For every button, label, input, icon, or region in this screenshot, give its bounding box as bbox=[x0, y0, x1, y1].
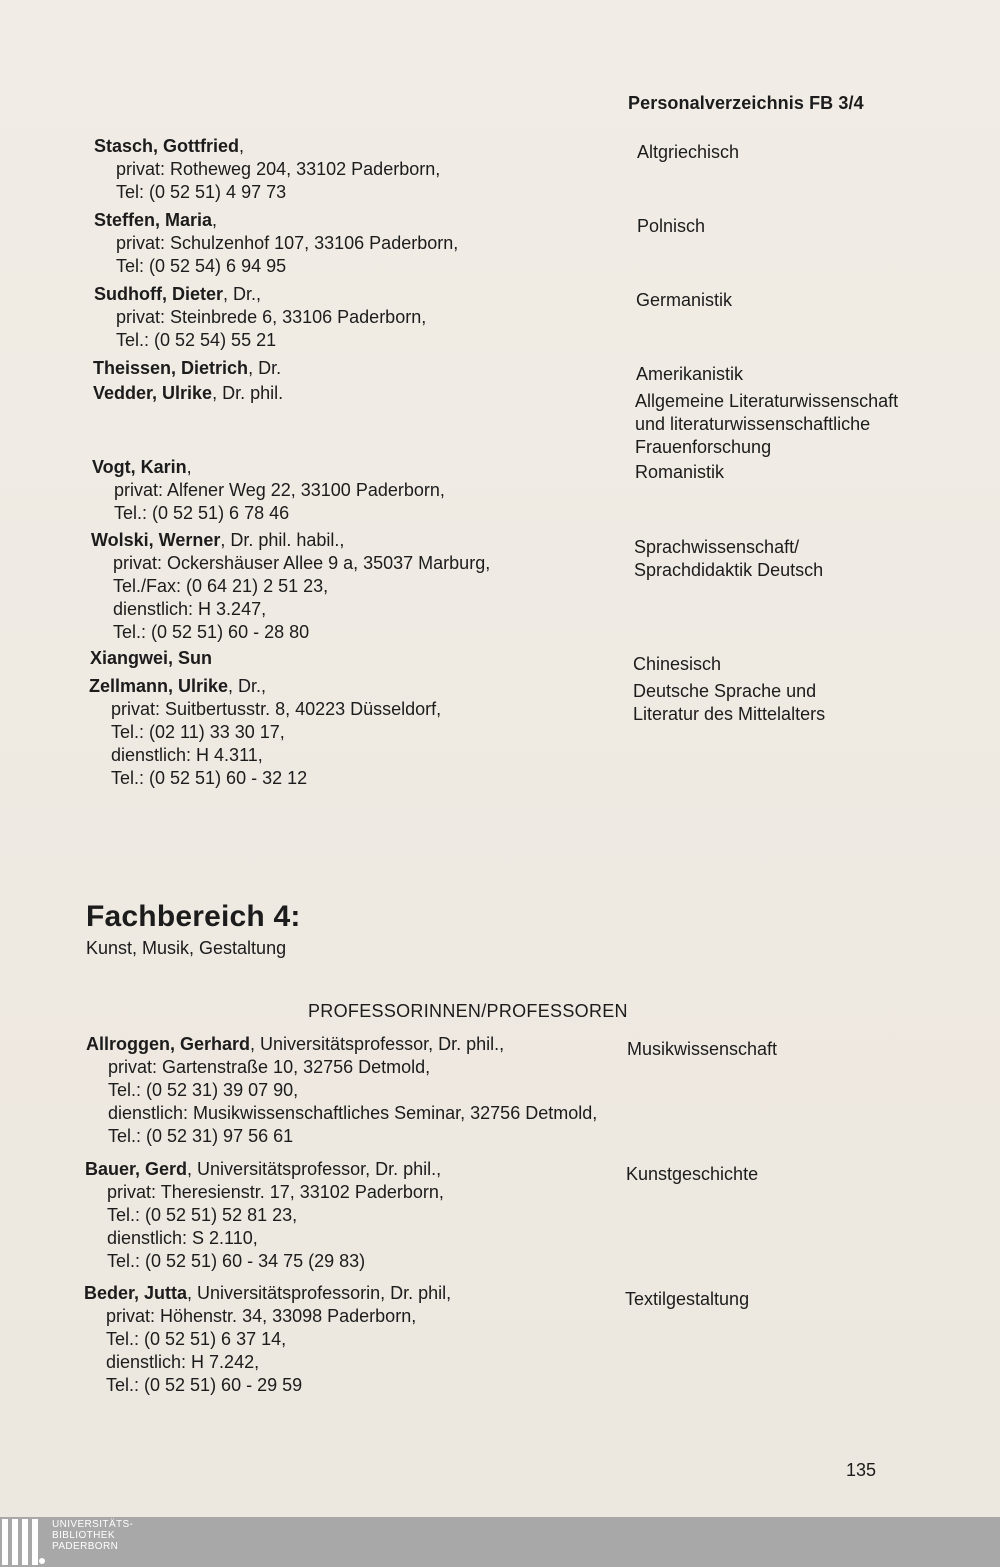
contact-line: privat: Gartenstraße 10, 32756 Detmold, bbox=[108, 1057, 431, 1077]
person-entry bbox=[93, 382, 283, 405]
subject-line: Allgemeine Literaturwissenschaft bbox=[635, 391, 899, 411]
person-name: Stasch, Gottfried bbox=[94, 136, 240, 156]
person-entry bbox=[85, 1158, 444, 1273]
contact-line: Tel: (0 52 51) 4 97 73 bbox=[116, 182, 287, 202]
subject-area bbox=[635, 390, 898, 459]
person-name: Allroggen, Gerhard bbox=[86, 1034, 251, 1054]
contact-line: Tel.: (0 52 51) 6 37 14, bbox=[106, 1329, 287, 1349]
contact-line: privat: Suitbertusstr. 8, 40223 Düsseldorf, bbox=[111, 699, 442, 719]
person-title: , Dr. phil. habil., bbox=[220, 530, 345, 550]
person-entry bbox=[86, 1033, 597, 1148]
contact-line: Tel.: (0 52 31) 97 56 61 bbox=[108, 1126, 294, 1146]
group-heading: PROFESSORINNEN/PROFESSOREN bbox=[308, 1001, 628, 1021]
subject-area bbox=[633, 680, 825, 726]
person-entry bbox=[92, 456, 445, 525]
person-title: , bbox=[212, 210, 218, 230]
contact-line: Tel.: (0 52 54) 55 21 bbox=[116, 330, 277, 350]
entry-heading-line bbox=[89, 675, 441, 698]
contact-line: Tel.: (0 52 51) 60 - 32 12 bbox=[111, 768, 308, 788]
contact-line: Tel.: (0 52 31) 39 07 90, bbox=[108, 1080, 299, 1100]
subject-line: Germanistik bbox=[636, 290, 733, 310]
person-title: , Dr., bbox=[223, 284, 262, 304]
contact-line: dienstlich: H 7.242, bbox=[106, 1352, 260, 1372]
entry-heading-line bbox=[85, 1158, 444, 1181]
person-name: Vogt, Karin bbox=[92, 457, 187, 477]
section-subtitle: Kunst, Musik, Gestaltung bbox=[86, 938, 287, 958]
person-entry bbox=[90, 647, 212, 670]
entry-heading-line bbox=[86, 1033, 597, 1056]
subject-line: Romanistik bbox=[635, 462, 725, 482]
contact-line: privat: Theresienstr. 17, 33102 Paderborn, bbox=[107, 1182, 444, 1202]
person-entry bbox=[94, 209, 458, 278]
contact-line: privat: Rotheweg 204, 33102 Paderborn, bbox=[116, 159, 441, 179]
subject-line: Sprachwissenschaft/ bbox=[634, 537, 800, 557]
entry-heading-line bbox=[94, 283, 426, 306]
person-name: Theissen, Dietrich bbox=[93, 358, 249, 378]
subject-area bbox=[633, 653, 721, 676]
contact-line: dienstlich: S 2.110, bbox=[107, 1228, 258, 1248]
footer-bar bbox=[0, 1517, 1000, 1567]
contact-line: privat: Alfener Weg 22, 33100 Paderborn, bbox=[114, 480, 445, 500]
entry-heading-line bbox=[94, 135, 440, 158]
contact-line: Tel.: (0 52 51) 60 - 29 59 bbox=[106, 1375, 303, 1395]
logo-line: UNIVERSITÄTS- bbox=[52, 1519, 134, 1530]
contact-line: Tel./Fax: (0 64 21) 2 51 23, bbox=[113, 576, 329, 596]
subject-line: Amerikanistik bbox=[636, 364, 744, 384]
library-logo-icon bbox=[2, 1519, 46, 1565]
subject-area bbox=[627, 1038, 777, 1061]
person-name: Steffen, Maria bbox=[94, 210, 213, 230]
subject-area bbox=[636, 289, 732, 312]
person-title: , bbox=[239, 136, 245, 156]
subject-line: Kunstgeschichte bbox=[626, 1164, 759, 1184]
contact-line: Tel.: (0 52 51) 6 78 46 bbox=[114, 503, 290, 523]
subject-line: Textilgestaltung bbox=[625, 1289, 750, 1309]
person-entry bbox=[91, 529, 490, 644]
person-name: Vedder, Ulrike bbox=[93, 383, 213, 403]
contact-line: Tel.: (02 11) 33 30 17, bbox=[111, 722, 285, 742]
person-entry bbox=[84, 1282, 451, 1397]
logo-line: PADERBORN bbox=[52, 1541, 119, 1552]
subject-area bbox=[636, 363, 743, 386]
person-title: , Dr. phil. bbox=[212, 383, 284, 403]
logo-line: BIBLIOTHEK bbox=[52, 1530, 115, 1541]
subject-area bbox=[625, 1288, 749, 1311]
contact-line: privat: Ockershäuser Allee 9 a, 35037 Marburg, bbox=[113, 553, 491, 573]
person-entry bbox=[93, 357, 281, 380]
person-entry bbox=[89, 675, 441, 790]
person-entry bbox=[94, 135, 440, 204]
entry-heading-line bbox=[90, 647, 212, 670]
subject-line: Literatur des Mittelalters bbox=[633, 704, 826, 724]
person-title: , Universitätsprofessor, Dr. phil., bbox=[250, 1034, 505, 1054]
contact-line: Tel.: (0 52 51) 60 - 28 80 bbox=[113, 622, 310, 642]
person-entry bbox=[94, 283, 426, 352]
subject-area bbox=[635, 461, 724, 484]
subject-line: Altgriechisch bbox=[637, 142, 740, 162]
subject-area bbox=[637, 141, 739, 164]
subject-line: Deutsche Sprache und bbox=[633, 681, 817, 701]
library-logo-text bbox=[52, 1519, 133, 1552]
section-title: Fachbereich 4: bbox=[86, 900, 301, 933]
person-title: , Universitätsprofessorin, Dr. phil, bbox=[187, 1283, 452, 1303]
person-name: Sudhoff, Dieter bbox=[94, 284, 223, 304]
person-name: Bauer, Gerd bbox=[85, 1159, 188, 1179]
entry-heading-line bbox=[93, 357, 281, 380]
entry-heading-line bbox=[84, 1282, 451, 1305]
person-title: , bbox=[186, 457, 192, 477]
subject-area bbox=[637, 215, 705, 238]
person-name: Xiangwei, Sun bbox=[90, 648, 213, 668]
contact-line: Tel.: (0 52 51) 52 81 23, bbox=[107, 1205, 298, 1225]
entry-heading-line bbox=[94, 209, 458, 232]
entry-heading-line bbox=[92, 456, 445, 479]
contact-line: privat: Steinbrede 6, 33106 Paderborn, bbox=[116, 307, 427, 327]
subject-area bbox=[626, 1163, 758, 1186]
subject-line: Chinesisch bbox=[633, 654, 722, 674]
person-name: Beder, Jutta bbox=[84, 1283, 188, 1303]
contact-line: privat: Schulzenhof 107, 33106 Paderborn, bbox=[116, 233, 459, 253]
page-number: 135 bbox=[846, 1460, 877, 1480]
contact-line: dienstlich: H 4.311, bbox=[111, 745, 263, 765]
contact-line: Tel.: (0 52 51) 60 - 34 75 (29 83) bbox=[107, 1251, 366, 1271]
person-title: , Dr. bbox=[248, 358, 282, 378]
entry-heading-line bbox=[93, 382, 283, 405]
subject-line: Musikwissenschaft bbox=[627, 1039, 778, 1059]
entry-heading-line bbox=[91, 529, 490, 552]
person-title: , Dr., bbox=[228, 676, 267, 696]
person-title: , Universitätsprofessor, Dr. phil., bbox=[187, 1159, 442, 1179]
person-name: Wolski, Werner bbox=[91, 530, 221, 550]
contact-line: privat: Höhenstr. 34, 33098 Paderborn, bbox=[106, 1306, 417, 1326]
contact-line: dienstlich: Musikwissenschaftliches Seminar, 32756 Detmold, bbox=[108, 1103, 598, 1123]
subject-area bbox=[634, 536, 823, 582]
subject-line: Frauenforschung bbox=[635, 437, 772, 457]
contact-line: dienstlich: H 3.247, bbox=[113, 599, 267, 619]
subject-line: und literaturwissenschaftliche bbox=[635, 414, 871, 434]
subject-line: Sprachdidaktik Deutsch bbox=[634, 560, 824, 580]
subject-line: Polnisch bbox=[637, 216, 706, 236]
running-head: Personalverzeichnis FB 3/4 bbox=[628, 93, 864, 113]
person-name: Zellmann, Ulrike bbox=[89, 676, 229, 696]
contact-line: Tel: (0 52 54) 6 94 95 bbox=[116, 256, 287, 276]
